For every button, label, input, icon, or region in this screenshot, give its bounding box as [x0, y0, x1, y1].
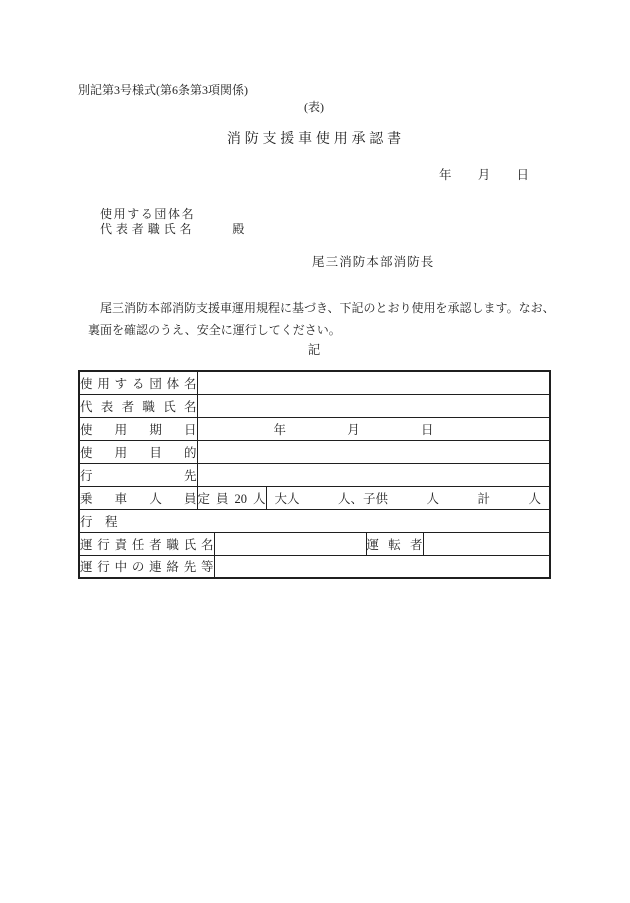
- destination-row: [79, 463, 550, 486]
- adult-label: 大人: [274, 491, 300, 506]
- issue-date-day-label: 日: [516, 168, 529, 182]
- use-date-label-cell: 使用期日: [79, 417, 197, 440]
- destination-value-cell: [197, 463, 550, 486]
- form-number-line: 別記第3号様式(第6条第3項関係): [78, 83, 248, 97]
- itinerary-cell: 行 程: [79, 509, 550, 532]
- use-date-month-label: 月: [347, 422, 360, 437]
- recipient-representative-label: 代表者職氏名: [100, 221, 196, 236]
- representative-value-cell: [197, 394, 550, 417]
- contact-value-cell: [214, 555, 550, 578]
- capacity-cell: 定員20人: [197, 486, 266, 509]
- team-name-value-cell: [197, 371, 550, 394]
- approval-statement: [88, 297, 558, 341]
- destination-label-cell: 行先: [79, 463, 197, 486]
- representative-row: [79, 394, 550, 417]
- document-title: 消防支援車使用承認書: [226, 132, 405, 147]
- purpose-row: [79, 440, 550, 463]
- passenger-label-cell: 乗車人員: [79, 486, 197, 509]
- total-unit-label: 人: [528, 491, 542, 506]
- itinerary-row: [79, 509, 550, 532]
- passenger-row: [79, 486, 550, 509]
- purpose-label-cell: 使用目的: [79, 440, 197, 463]
- issue-date-year-label: 年: [439, 168, 452, 182]
- team-name-label-cell: 使用する団体名: [79, 371, 197, 394]
- honorific-label: 殿: [232, 221, 245, 236]
- approval-statement-line2: 裏面を確認のうえ、安全に運行してください。: [88, 323, 341, 337]
- record-heading: 記: [307, 343, 321, 357]
- issuer-name: 尾三消防本部消防長: [312, 255, 435, 269]
- approval-statement-line1: 尾三消防本部消防支援車運用規程に基づき、下記のとおり使用を承認します。なお、: [100, 301, 555, 315]
- operation-manager-row: [79, 532, 550, 555]
- representative-label-cell: 代表者職氏名: [79, 394, 197, 417]
- issue-date-line: [439, 168, 529, 183]
- side-indicator: (表): [304, 100, 324, 114]
- operation-manager-value-cell: [214, 532, 366, 555]
- use-date-row: [79, 417, 550, 440]
- recipient-block: [100, 207, 244, 236]
- driver-value-cell: [423, 532, 550, 555]
- issue-date-month-label: 月: [477, 168, 491, 182]
- use-date-ymd: [274, 420, 434, 438]
- recipient-representative-line: [100, 222, 244, 237]
- passenger-count-fields: [267, 489, 550, 507]
- purpose-value-cell: [197, 440, 550, 463]
- team-name-row: [79, 371, 550, 394]
- contact-row: [79, 555, 550, 578]
- child-unit-label: 人: [426, 491, 440, 506]
- use-date-value-cell: [197, 417, 550, 440]
- total-label: 計: [477, 491, 491, 506]
- use-date-day-label: 日: [420, 422, 434, 437]
- operation-manager-label-cell: 運行責任者職氏名: [79, 532, 214, 555]
- use-date-year-label: 年: [273, 422, 287, 437]
- passenger-count-cell: [266, 486, 550, 509]
- recipient-org-label: 使用する団体名: [100, 207, 196, 221]
- adult-unit-child-label: 人、子供: [338, 491, 389, 506]
- driver-label-cell: 運転者: [366, 532, 423, 555]
- approval-form-table: [78, 370, 551, 579]
- contact-label-cell: 運行中の連絡先等: [79, 555, 214, 578]
